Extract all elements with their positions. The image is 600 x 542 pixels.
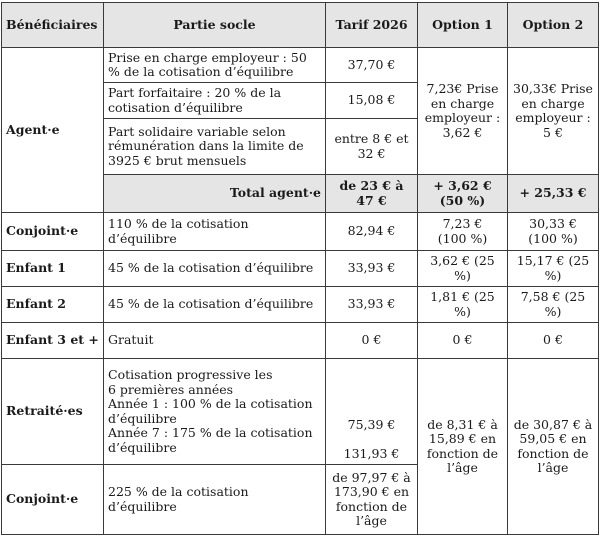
enfant-1-option-1: 3,62 € (25 %) xyxy=(418,251,508,287)
enfant-2-tarif: 33,93 € xyxy=(326,287,418,323)
conjoint-label: Conjoint·e xyxy=(2,213,104,251)
agent-option-1: 7,23€ Prise en charge employeur : 3,62 € xyxy=(418,48,508,175)
enfant-3-socle: Gratuit xyxy=(104,323,326,359)
header-row xyxy=(2,3,599,48)
header-beneficiaires: Bénéficiaires xyxy=(2,3,104,48)
enfant-3-label: Enfant 3 et + xyxy=(2,323,104,359)
header-option-2: Option 2 xyxy=(508,3,599,48)
header-partie-socle: Partie socle xyxy=(104,3,326,48)
conjoint-retraite-label: Conjoint·e xyxy=(2,465,104,535)
agent-total-option-1: + 3,62 € (50 %) xyxy=(418,175,508,213)
agent-total-label: Total agent·e xyxy=(104,175,326,213)
retraites-socle-line-4: Année 7 : 175 % de la cotisation d’équilibre xyxy=(108,425,313,455)
agent-row-1 xyxy=(2,48,599,83)
agent-total-tarif: de 23 € à 47 € xyxy=(326,175,418,213)
enfant-3-tarif: 0 € xyxy=(326,323,418,359)
agent-tarif-employeur: 37,70 € xyxy=(326,48,418,83)
conjoint-option-1-amount: 7,23 € xyxy=(442,216,483,231)
header-tarif-2026: Tarif 2026 xyxy=(326,3,418,48)
enfant-2-socle: 45 % de la cotisation d’équilibre xyxy=(104,287,326,323)
retraites-label: Retraité·es xyxy=(2,359,104,465)
enfant-1-socle: 45 % de la cotisation d’équilibre xyxy=(104,251,326,287)
enfant-2-row xyxy=(2,287,599,323)
agent-socle-employeur: Prise en charge employeur : 50 % de la cotisation d’équilibre xyxy=(104,48,326,83)
enfant-1-row xyxy=(2,251,599,287)
agent-socle-solidaire: Part solidaire variable selon rémunération dans la limite de 3925 € brut mensuels xyxy=(104,119,326,175)
agent-tarif-forfaitaire: 15,08 € xyxy=(326,83,418,119)
enfant-2-label: Enfant 2 xyxy=(2,287,104,323)
agent-tarif-solidaire: entre 8 € et 32 € xyxy=(326,119,418,175)
enfant-3-option-2: 0 € xyxy=(508,323,599,359)
retraites-socle-line-2: 6 premières années xyxy=(108,381,234,397)
conjoint-option-2-amount: 30,33 € xyxy=(529,216,577,231)
enfant-2-option-2: 7,58 € (25 %) xyxy=(508,287,599,323)
agent-total-option-2: + 25,33 € xyxy=(508,175,599,213)
conjoint-tarif: 82,94 € xyxy=(326,213,418,251)
conjoint-option-1 xyxy=(418,213,508,251)
retraites-socle-line-3: Année 1 : 100 % de la cotisation d’équilibre xyxy=(108,396,313,426)
conjoint-row xyxy=(2,213,599,251)
agent-socle-forfaitaire: Part forfaitaire : 20 % de la cotisation d’équilibre xyxy=(104,83,326,119)
retraites-option-2: de 30,87 € à 59,05 € en fonction de l’âge xyxy=(508,359,599,535)
agent-option-2: 30,33€ Prise en charge employeur : 5 € xyxy=(508,48,599,175)
retraites-row xyxy=(2,359,599,465)
retraites-socle-line-1: Cotisation progressive les xyxy=(108,367,273,382)
retraites-tarif-annee-1: 75,39 € xyxy=(347,417,396,432)
conjoint-retraite-socle: 225 % de la cotisation d’équilibre xyxy=(104,465,326,535)
tarif-table xyxy=(1,2,599,535)
retraites-tarif-annee-7: 131,93 € xyxy=(343,445,400,461)
conjoint-socle: 110 % de la cotisation d’équilibre xyxy=(104,213,326,251)
enfant-2-option-1: 1,81 € (25 %) xyxy=(418,287,508,323)
conjoint-option-2 xyxy=(508,213,599,251)
agent-label: Agent·e xyxy=(2,48,104,213)
retraites-tarif-gap xyxy=(330,433,413,447)
retraites-socle xyxy=(104,359,326,465)
conjoint-retraite-tarif: de 97,97 € à 173,90 € en fonction de l’âge xyxy=(326,465,418,535)
retraites-tarif xyxy=(326,359,418,465)
enfant-3-option-1: 0 € xyxy=(418,323,508,359)
conjoint-option-1-percent: (100 %) xyxy=(437,230,488,246)
enfant-1-option-2: 15,17 € (25 %) xyxy=(508,251,599,287)
enfant-1-label: Enfant 1 xyxy=(2,251,104,287)
retraites-option-1: de 8,31 € à 15,89 € en fonction de l’âge xyxy=(418,359,508,535)
header-option-1: Option 1 xyxy=(418,3,508,48)
conjoint-option-2-percent: (100 %) xyxy=(528,230,578,246)
enfant-3-row xyxy=(2,323,599,359)
enfant-1-tarif: 33,93 € xyxy=(326,251,418,287)
